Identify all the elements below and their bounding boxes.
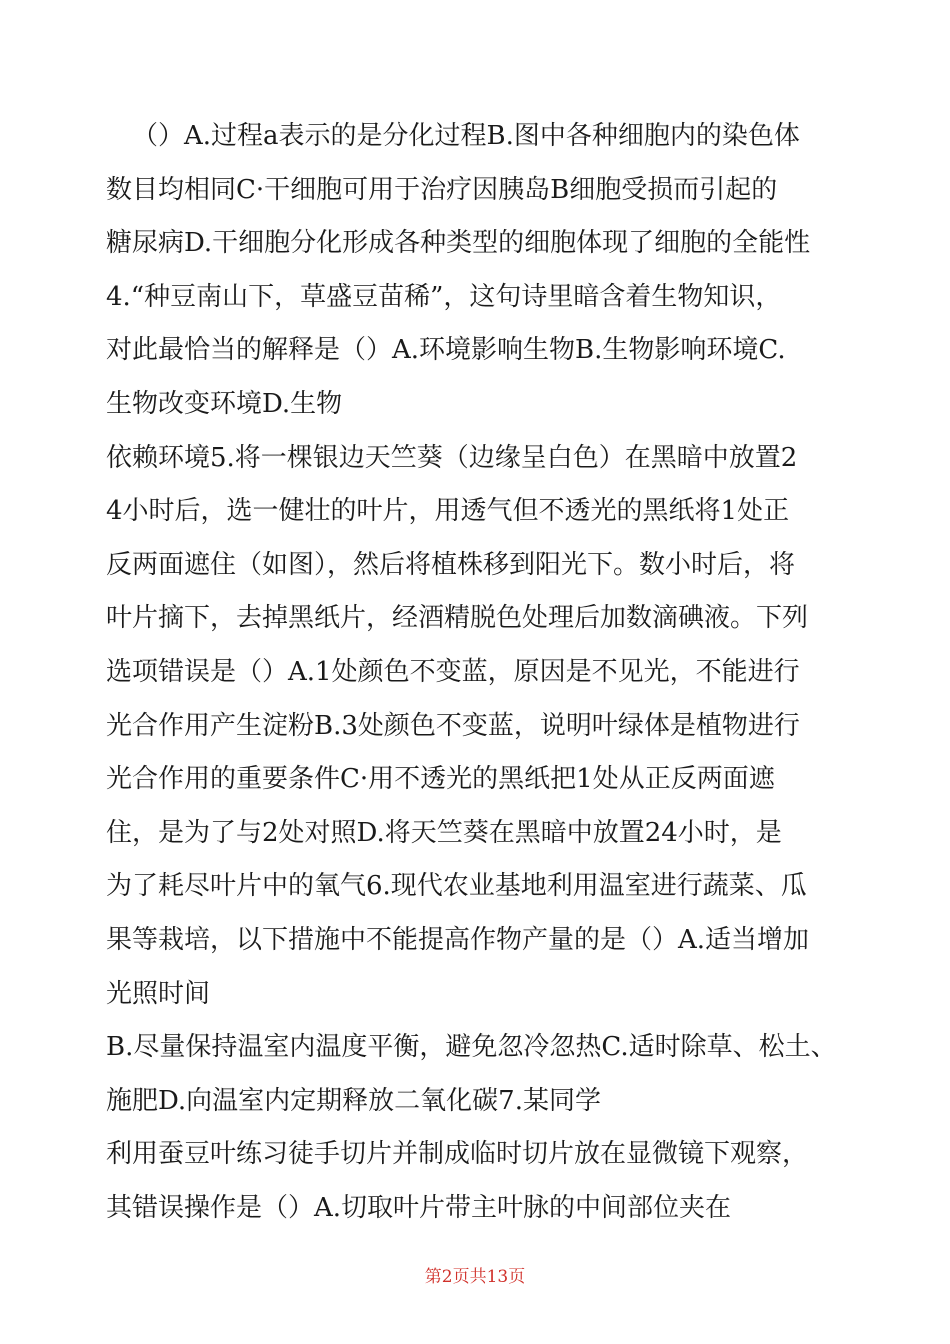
text-line-20: 利用蚕豆叶练习徒手切片并制成临时切片放在显微镜下观察， bbox=[106, 1139, 809, 1170]
text-line-4: 4.“种豆南山下，草盛豆苗稀”，这句诗里暗含着生物知识， bbox=[106, 281, 782, 312]
text-line-5: 对此最恰当的解释是（）A.环境影响生物B.生物影响环境C. bbox=[106, 335, 786, 366]
text-line-6: 生物改变环境D.生物 bbox=[106, 388, 343, 419]
text-line-9: 反两面遮住（如图），然后将植株移到阳光下。数小时后，将 bbox=[106, 549, 796, 580]
text-line-3: 糖尿病D.干细胞分化形成各种类型的细胞体现了细胞的全能性 bbox=[106, 228, 811, 259]
text-line-13: 光合作用的重要条件C·用不透光的黑纸把1处从正反两面遮 bbox=[106, 764, 775, 795]
text-line-18: B.尽量保持温室内温度平衡，避免忽冷忽热C.适时除草、松土、 bbox=[106, 1032, 837, 1063]
text-line-19: 施肥D.向温室内定期释放二氧化碳7.某同学 bbox=[106, 1085, 601, 1116]
text-line-15: 为了耗尽叶片中的氧气6.现代农业基地利用温室进行蔬菜、瓜 bbox=[106, 871, 807, 902]
text-line-1: （）A.过程a表示的是分化过程B.图中各种细胞内的染色体 bbox=[132, 121, 800, 151]
text-line-16: 果等栽培，以下措施中不能提高作物产量的是（）A.适当增加 bbox=[106, 924, 810, 955]
text-line-11: 选项错误是（）A.1处颜色不变蓝，原因是不见光，不能进行 bbox=[106, 656, 800, 687]
text-line-17: 光照时间 bbox=[106, 978, 211, 1009]
text-line-10: 叶片摘下，去掉黑纸片，经酒精脱色处理后加数滴碘液。下列 bbox=[106, 603, 809, 634]
text-line-7: 依赖环境5.将一棵银边天竺葵（边缘呈白色）在黑暗中放置2 bbox=[106, 442, 798, 473]
document-body bbox=[106, 110, 866, 1235]
text-line-2: 数目均相同C·干细胞可用于治疗因胰岛B细胞受损而引起的 bbox=[106, 174, 778, 205]
page-number-footer: 第2页共13页 bbox=[424, 1267, 526, 1287]
text-line-21: 其错误操作是（）A.切取叶片带主叶脉的中间部位夹在 bbox=[106, 1192, 732, 1223]
text-line-12: 光合作用产生淀粉B.3处颜色不变蓝，说明叶绿体是植物进行 bbox=[106, 710, 800, 741]
text-line-14: 住，是为了与2处对照D.将天竺葵在黑暗中放置24小时，是 bbox=[106, 817, 782, 848]
text-line-8: 4小时后，选一健壮的叶片，用透气但不透光的黑纸将1处正 bbox=[106, 496, 790, 527]
